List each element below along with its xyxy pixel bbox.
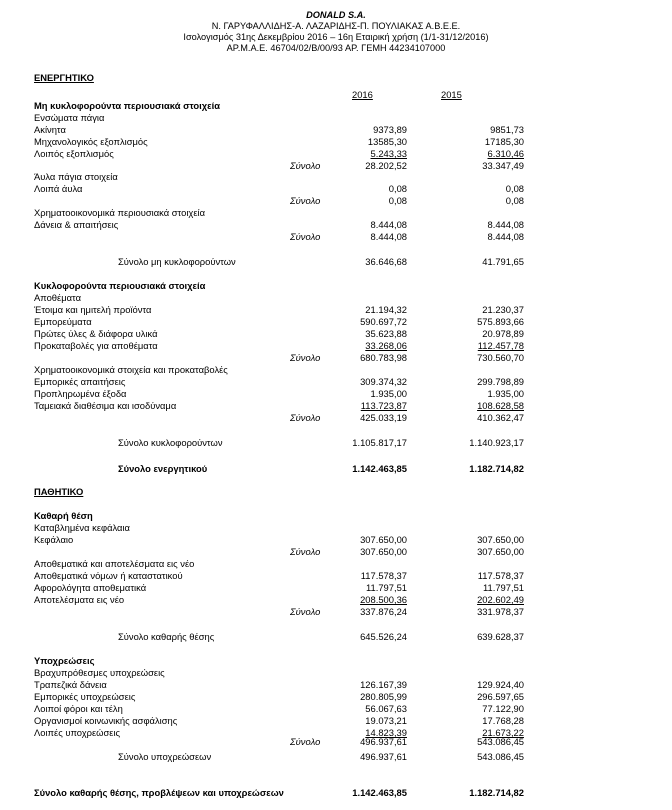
table-row (0, 328, 672, 340)
value-2016: 0,08 (388, 195, 407, 206)
year-2016-header: 2016 (352, 89, 373, 100)
value-2016: 1.142.463,85 (352, 463, 407, 474)
table-row (0, 558, 672, 570)
table-row (0, 703, 672, 715)
value-2015: 8.444,08 (487, 231, 524, 242)
value-2016: 8.444,08 (370, 219, 407, 230)
subtotal-label: Σύνολο (290, 160, 321, 171)
statement-period: Ισολογισμός 31ης Δεκεμβρίου 2016 – 16η Εταιρική χρήση (1/1-31/12/2016) (183, 32, 489, 42)
total-label: Σύνολο μη κυκλοφορούντων (118, 256, 236, 267)
row-label: Οργανισμοί κοινωνικής ασφάλισης (34, 715, 178, 726)
subtotal-label: Σύνολο (290, 195, 321, 206)
table-row (0, 376, 672, 388)
value-2015: 1.182.714,82 (469, 787, 524, 798)
table-row (0, 631, 672, 643)
row-label: Άυλα πάγια στοιχεία (34, 171, 118, 182)
value-2016: 280.805,99 (360, 691, 407, 702)
value-2016: 21.194,32 (365, 304, 407, 315)
table-row (0, 400, 672, 412)
table-row (0, 546, 672, 558)
table-row (0, 171, 672, 183)
group-heading: Κυκλοφορούντα περιουσιακά στοιχεία (34, 280, 206, 291)
value-2016: 8.444,08 (370, 231, 407, 242)
value-2016: 28.202,52 (365, 160, 407, 171)
table-row (0, 124, 672, 136)
row-label: Μηχανολογικός εξοπλισμός (34, 136, 148, 147)
grand-total-label: Σύνολο καθαρής θέσης, προβλέψεων και υποχρεώσεων (34, 787, 284, 798)
value-2016: 645.526,24 (360, 631, 407, 642)
table-row (0, 388, 672, 400)
value-2015: 543.086,45 (477, 751, 524, 762)
value-2015: 202.602,49 (477, 594, 524, 605)
value-2016: 1.142.463,85 (352, 787, 407, 798)
table-row (0, 655, 672, 667)
value-2015: 9851,73 (490, 124, 524, 135)
value-2015: 33.347,49 (482, 160, 524, 171)
table-row (0, 183, 672, 195)
total-label: Σύνολο υποχρεώσεων (118, 751, 212, 762)
grand-total-label: Σύνολο ενεργητικού (118, 463, 208, 474)
table-row (0, 219, 672, 231)
row-label: Αποθεματικά και αποτελέσματα εις νέο (34, 558, 195, 569)
table-row (0, 606, 672, 618)
subtotal-label: Σύνολο (290, 352, 321, 363)
value-2016: 1.105.817,17 (352, 437, 407, 448)
table-row (0, 136, 672, 148)
value-2015: 1.140.923,17 (469, 437, 524, 448)
table-row (0, 364, 672, 376)
value-2015: 17.768,28 (482, 715, 524, 726)
table-row (0, 280, 672, 292)
value-2015: 0,08 (505, 195, 524, 206)
table-row (0, 340, 672, 352)
row-label: Καταβλημένα κεφάλαια (34, 522, 130, 533)
row-label: Τραπεζικά δάνεια (34, 679, 107, 690)
row-label: Ακίνητα (34, 124, 66, 135)
table-row (0, 691, 672, 703)
value-2016: 208.500,36 (360, 594, 407, 605)
value-2016: 14.823,39 (365, 727, 407, 738)
value-2016: 19.073,21 (365, 715, 407, 726)
table-row (0, 534, 672, 546)
value-2015: 730.560,70 (477, 352, 524, 363)
value-2015: 77.122,90 (482, 703, 524, 714)
table-row (0, 510, 672, 522)
value-2015: 41.791,65 (482, 256, 524, 267)
value-2015: 17185,30 (484, 136, 524, 147)
value-2016: 337.876,24 (360, 606, 407, 617)
table-row (0, 207, 672, 219)
value-2016: 56.067,63 (365, 703, 407, 714)
value-2015: 20.978,89 (482, 328, 524, 339)
table-row (0, 412, 672, 424)
subtotal-label: Σύνολο (290, 736, 321, 747)
table-row (0, 352, 672, 364)
section-title: ΕΝΕΡΓΗΤΙΚΟ (34, 72, 94, 83)
value-2016: 0,08 (388, 183, 407, 194)
table-row (0, 522, 672, 534)
table-row (0, 148, 672, 160)
value-2016: 307.650,00 (360, 534, 407, 545)
year-2015-header: 2015 (441, 89, 462, 100)
value-2015: 307.650,00 (477, 546, 524, 557)
value-2015: 410.362,47 (477, 412, 524, 423)
value-2015: 1.182.714,82 (469, 463, 524, 474)
value-2016: 5.243,33 (370, 148, 407, 159)
row-label: Λοιπά άυλα (34, 183, 83, 194)
row-label: Λοιπός εξοπλισμός (34, 148, 114, 159)
company-name: DONALD S.A. (306, 10, 366, 20)
value-2016: 1.935,00 (370, 388, 407, 399)
row-label: Αφορολόγητα αποθεματικά (34, 582, 147, 593)
value-2016: 13585,30 (367, 136, 407, 147)
table-row (0, 231, 672, 243)
row-label: Κεφάλαιο (34, 534, 74, 545)
row-label: Αποθεματικά νόμων ή καταστατικού (34, 570, 183, 581)
row-label: Προπληρωμένα έξοδα (34, 388, 127, 399)
subtotal-label: Σύνολο (290, 546, 321, 557)
table-row (0, 594, 672, 606)
table-row (0, 463, 672, 475)
group-heading: Μη κυκλοφορούντα περιουσιακά στοιχεία (34, 100, 220, 111)
value-2015: 575.893,66 (477, 316, 524, 327)
value-2015: 108.628,58 (477, 400, 524, 411)
value-2016: 496.937,61 (360, 736, 407, 747)
table-row (0, 437, 672, 449)
table-row (0, 256, 672, 268)
subtotal-label: Σύνολο (290, 412, 321, 423)
value-2016: 9373,89 (373, 124, 407, 135)
value-2015: 639.628,37 (477, 631, 524, 642)
value-2016: 126.167,39 (360, 679, 407, 690)
table-row (0, 751, 672, 763)
row-label: Χρηματοοικονομικά στοιχεία και προκαταβολές (34, 364, 228, 375)
value-2015: 296.597,65 (477, 691, 524, 702)
row-label: Αποθέματα (34, 292, 82, 303)
value-2016: 33.268,06 (365, 340, 407, 351)
table-row (0, 486, 672, 498)
value-2015: 21.673,22 (482, 727, 524, 738)
table-row (0, 715, 672, 727)
row-label: Λοιπές υποχρεώσεις (34, 727, 121, 738)
table-row (0, 292, 672, 304)
section-title: ΠΑΘΗΤΙΚΟ (34, 486, 84, 497)
value-2015: 21.230,37 (482, 304, 524, 315)
value-2015: 543.086,45 (477, 736, 524, 747)
value-2016: 117.578,37 (360, 570, 407, 581)
row-label: Χρηματοοικονομικά περιουσιακά στοιχεία (34, 207, 206, 218)
table-row (0, 787, 672, 799)
value-2015: 117.578,37 (477, 570, 524, 581)
subtotal-label: Σύνολο (290, 231, 321, 242)
row-label: Εμπορικές απαιτήσεις (34, 376, 126, 387)
row-label: Ενσώματα πάγια (34, 112, 105, 123)
value-2016: 113.723,87 (360, 400, 407, 411)
subtotal-label: Σύνολο (290, 606, 321, 617)
row-label: Πρώτες ύλες & διάφορα υλικά (34, 328, 158, 339)
value-2015: 129.924,40 (477, 679, 524, 690)
value-2016: 36.646,68 (365, 256, 407, 267)
total-label: Σύνολο καθαρής θέσης (118, 631, 215, 642)
company-full-name: Ν. ΓΑΡΥΦΑΛΛΙΔΗΣ-Α. ΛΑΖΑΡΙΔΗΣ-Π. ΠΟΥΛΙΑΚΑΣ Α.Β.Ε.Ε. (211, 21, 461, 31)
value-2016: 590.697,72 (360, 316, 407, 327)
registry-numbers: ΑΡ.Μ.Α.Ε. 46704/02/Β/00/93 ΑΡ. ΓΕΜΗ 44234107000 (226, 43, 446, 53)
value-2015: 299.798,89 (477, 376, 524, 387)
value-2016: 11.797,51 (365, 582, 407, 593)
value-2016: 35.623,88 (365, 328, 407, 339)
value-2015: 11.797,51 (482, 582, 524, 593)
row-label: Βραχυπρόθεσμες υποχρεώσεις (34, 667, 165, 678)
row-label: Αποτελέσματα εις νέο (34, 594, 125, 605)
table-row (0, 72, 672, 84)
table-row (0, 582, 672, 594)
value-2016: 307.650,00 (360, 546, 407, 557)
table-row (0, 304, 672, 316)
value-2015: 307.650,00 (477, 534, 524, 545)
row-label: Εμπορεύματα (34, 316, 92, 327)
row-label: Ταμειακά διαθέσιμα και ισοδύναμα (34, 400, 177, 411)
value-2015: 112.457,78 (477, 340, 524, 351)
group-heading: Καθαρή θέση (34, 510, 93, 521)
table-row (0, 195, 672, 207)
row-label: Εμπορικές υποχρεώσεις (34, 691, 136, 702)
value-2016: 425.033,19 (360, 412, 407, 423)
table-row (0, 667, 672, 679)
table-row (0, 100, 672, 112)
value-2015: 1.935,00 (487, 388, 524, 399)
row-label: Λοιποί φόροι και τέλη (34, 703, 123, 714)
row-label: Δάνεια & απαιτήσεις (34, 219, 119, 230)
value-2015: 0,08 (505, 183, 524, 194)
table-row (0, 736, 672, 748)
group-heading: Υποχρεώσεις (34, 655, 95, 666)
table-row (0, 112, 672, 124)
total-label: Σύνολο κυκλοφορούντων (118, 437, 223, 448)
table-row (0, 679, 672, 691)
row-label: Προκαταβολές για αποθέματα (34, 340, 158, 351)
value-2015: 6.310,46 (487, 148, 524, 159)
value-2016: 309.374,32 (360, 376, 407, 387)
row-label: Έτοιμα και ημιτελή προϊόντα (34, 304, 152, 315)
value-2016: 496.937,61 (360, 751, 407, 762)
value-2016: 680.783,98 (360, 352, 407, 363)
table-row (0, 316, 672, 328)
value-2015: 331.978,37 (477, 606, 524, 617)
table-row (0, 570, 672, 582)
value-2015: 8.444,08 (487, 219, 524, 230)
